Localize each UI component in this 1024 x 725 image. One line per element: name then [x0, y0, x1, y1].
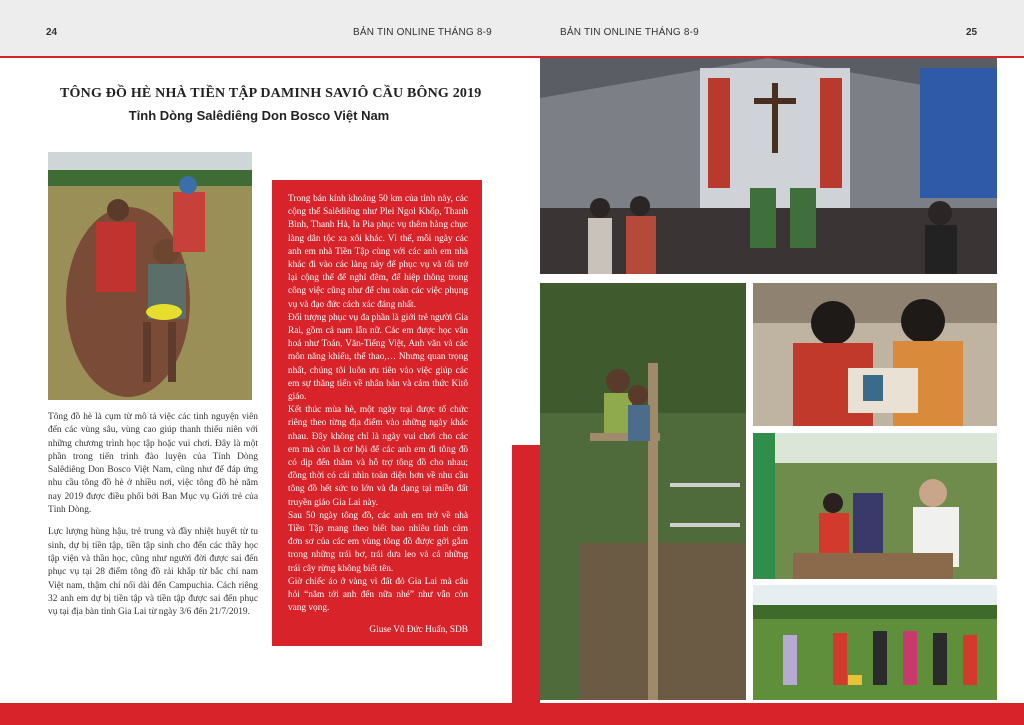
page-number-left: 24: [46, 27, 58, 38]
page-number-right: 25: [966, 27, 978, 38]
paragraph: Kết thúc mùa hè, một ngày trại được tổ chức riêng theo từng địa điểm vào những ngày khác nhau. Đây không chỉ là ngày vui chơi cho các em mà còn là cơ hội để các anh em đi tông đồ có dịp đến thăm và hỗ trợ tông đồ cho nhau; đồng thời có cái nhìn toàn diện hơn về nhu cầu tông đồ hết sức to lớn và đa dạng tại miền đất truyền giáo Gia Lai này.: [288, 405, 468, 508]
header-title-left: BẢN TIN ONLINE THÁNG 8-9: [353, 27, 492, 38]
photo-children-basket: [48, 152, 252, 400]
author-signature: Giuse Vũ Đức Huấn, SDB: [369, 624, 468, 635]
left-column-text: [48, 411, 258, 628]
paragraph: Trong bán kính khoảng 50 km của tỉnh này, các cộng thể Salêdiêng như Plei Ngol Khốp, Thanh Bình, Thanh Hà, Ia Pia phục vụ thêm hàng chục làng dân tộc xa xôi khác. Vì thế, mỗi ngày các anh em nhà Tiền Tập cùng với các anh em nhà khác đi vào các làng này để phục vụ và tối trở lại cộng thể để nghỉ đêm, để hiệp thông trong công việc cũng như để chu toàn các việc phụng vụ và đạo đức cách xác đáng nhất.: [288, 194, 468, 310]
footer-band: [0, 703, 1024, 725]
decorative-red-bar: [512, 445, 540, 703]
paragraph: Giờ chiếc áo ở vàng vì đất đỏ Gia Lai mà câu hỏi “năm tới anh đến nữa nhé” như vẫn còn vang vọng.: [288, 576, 468, 614]
paragraph: Lực lượng hùng hậu, trẻ trung và đầy nhiệt huyết từ tu sinh, dự bị tiền tập, tiền tập sinh cho đến các thầy học tập viện và thần học, cũng như người đời được sai đến phục vụ tại 28 điểm tông đồ rải khắp từ bắc chí nam Việt nam, thậm chí nối dài đến Campuchia. Cách riêng 32 anh em dự bị tiền tập và tiền tập được sai đến phục vụ tại địa bàn tỉnh Gia Lai từ ngày 3/6 đến 21/7/2019.: [48, 527, 258, 618]
header-title-right: BẢN TIN ONLINE THÁNG 8-9: [560, 27, 699, 38]
paragraph: Tông đồ hè là cụm từ mô tả việc các tình nguyện viên đến các vùng sâu, vùng cao giúp thanh thiếu niên với những chương trình học tập hoặc vui chơi. Đây là một phần trong tiến trình đào luyện của Tỉnh Dòng Salêdiêng Don Bosco Việt Nam, cũng như để đáp ứng nhu cầu tông đồ hè ở nhiều nơi, việc tông đồ hè năm nay 2019 được điều phối bởi Ban Mục vụ Giới trẻ của Tỉnh Dòng.: [48, 412, 258, 516]
article-subtitle: Tỉnh Dòng Salêdiêng Don Bosco Việt Nam: [128, 108, 390, 123]
paragraph: Đối tượng phục vụ đa phần là giới trẻ người Gia Rai, gồm cả nam lẫn nữ. Các em được học văn hoá như Toán, Văn-Tiếng Việt, Anh văn và các môn năng khiếu, thể thao,… Nhưng quan trọng nhất, chúng tôi luôn ưu tiên vào việc giúp các em sự thăng tiến về nhân bản và cảm thức Kitô giáo.: [288, 312, 468, 403]
photo-children-on-pole: [540, 283, 746, 700]
photo-elder-with-children: [753, 433, 997, 579]
photo-church-mass: [540, 58, 997, 274]
photo-outdoor-games: [753, 585, 997, 700]
article-title: TÔNG ĐỒ HÈ NHÀ TIỀN TẬP DAMINH SAVIÔ CẦU BÔNG 2019: [60, 86, 482, 101]
page-header: [0, 0, 1024, 58]
photo-children-reading: [753, 283, 997, 426]
paragraph: Sau 50 ngày tông đồ, các anh em trở về nhà Tiền Tập mang theo biết bao nhiêu tình cảm đơn sơ của các em vùng tông đồ được gởi gắm trong những trái bơ, trái dưa leo và cả những trái cây rừng không biết tên.: [288, 510, 468, 574]
red-text-box: [272, 180, 482, 646]
